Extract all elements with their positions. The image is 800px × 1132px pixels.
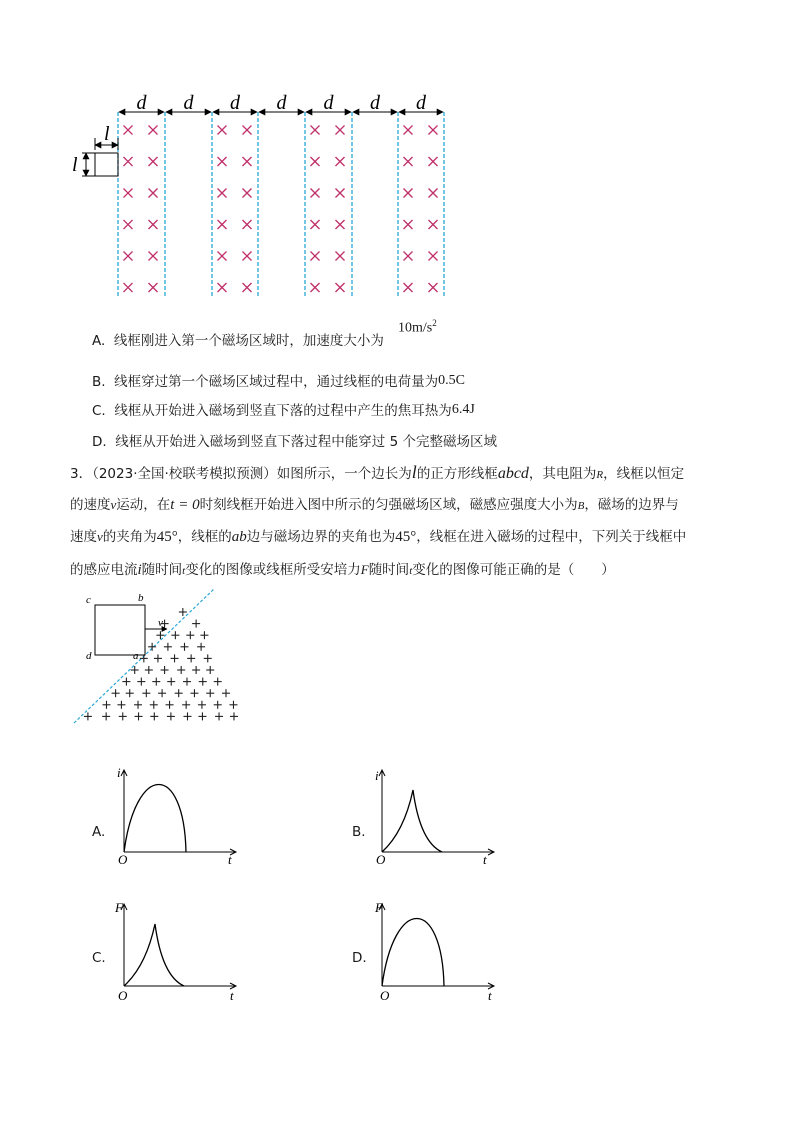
option-c: [92, 400, 475, 421]
field-plus-sign: [158, 689, 166, 697]
d-label: d: [416, 92, 426, 114]
field-plus-sign: [167, 712, 175, 720]
field-into-page-cross: [336, 220, 345, 229]
corner-a-label: a: [133, 650, 139, 662]
field-into-page-cross: [336, 157, 345, 166]
field-into-page-cross: [218, 252, 227, 261]
field-plus-sign: [119, 712, 127, 720]
graph-c-curve: [124, 924, 184, 986]
option-c-text: 线框从开始进入磁场到竖直下落的过程中产生的焦耳热为: [114, 403, 452, 419]
field-into-page-cross: [429, 126, 438, 135]
field-plus-sign: [117, 701, 125, 709]
field-plus-sign: [134, 701, 142, 709]
field-into-page-cross: [404, 157, 413, 166]
field-plus-sign: [179, 608, 187, 616]
field-into-page-cross: [243, 220, 252, 229]
field-plus-sign: [126, 689, 134, 697]
field-plus-sign: [187, 654, 195, 662]
field-into-page-cross: [336, 189, 345, 198]
figure-magnetic-strips: [0, 0, 800, 310]
graph-c-ylabel: F: [115, 900, 123, 915]
field-plus-sign: [148, 643, 156, 651]
graph-b-origin: O: [376, 852, 386, 867]
field-into-page-cross: [336, 126, 345, 135]
field-into-page-cross: [429, 189, 438, 198]
field-plus-sign: [222, 689, 230, 697]
l-label-vertical: l: [72, 154, 78, 176]
field-plus-sign: [142, 689, 150, 697]
field-into-page-cross: [336, 252, 345, 261]
corner-b-label: b: [138, 592, 144, 604]
field-plus-sign: [102, 701, 110, 709]
field-plus-sign: [154, 654, 162, 662]
q3-source: （2023·全国·校联考模拟预测）: [92, 466, 277, 482]
field-plus-sign: [186, 631, 194, 639]
field-plus-sign: [161, 666, 169, 674]
option-b-value: 0.5C: [438, 373, 465, 388]
option-c-letter: C.: [92, 403, 106, 419]
q3-line-1: 3．（2023·全国·校联考模拟预测）如图所示，一个边长为l的正方形线框abcd，其电阻为R，线框以恒定: [70, 462, 685, 482]
graph-a: [110, 760, 250, 870]
graph-b: [368, 760, 508, 870]
field-into-page-cross: [149, 252, 158, 261]
field-into-page-cross: [311, 189, 320, 198]
field-plus-sign: [197, 643, 205, 651]
field-into-page-cross: [311, 252, 320, 261]
l-label-horizontal: l: [104, 123, 110, 145]
graph-d-letter: D.: [352, 950, 367, 966]
field-into-page-cross: [311, 220, 320, 229]
option-c-value: 6.4J: [451, 402, 475, 417]
field-plus-sign: [177, 666, 185, 674]
field-plus-sign: [204, 654, 212, 662]
field-plus-sign: [190, 689, 198, 697]
field-into-page-cross: [243, 157, 252, 166]
field-plus-sign: [150, 712, 158, 720]
field-into-page-cross: [149, 157, 158, 166]
field-plus-sign: [171, 654, 179, 662]
field-plus-sign: [167, 678, 175, 686]
field-into-page-cross: [149, 126, 158, 135]
field-plus-sign: [166, 701, 174, 709]
graph-b-ylabel: i: [375, 768, 379, 783]
field-into-page-cross: [218, 220, 227, 229]
field-into-page-cross: [429, 220, 438, 229]
option-b: [92, 371, 465, 392]
x-axis: [382, 983, 494, 989]
d-label: d: [136, 92, 147, 114]
field-plus-sign: [206, 666, 214, 674]
field-into-page-cross: [429, 157, 438, 166]
option-b-text: 线框穿过第一个磁场区域过程中，通过线框的电荷量为: [114, 374, 439, 390]
field-plus-sign: [215, 712, 223, 720]
field-into-page-cross: [336, 283, 345, 292]
graph-d-xlabel: t: [488, 988, 492, 1003]
field-into-page-cross: [218, 157, 227, 166]
field-plus-sign: [84, 712, 92, 720]
graph-d-curve: [382, 919, 444, 987]
field-into-page-cross: [311, 126, 320, 135]
field-plus-sign: [199, 678, 207, 686]
option-b-letter: B.: [92, 374, 106, 390]
field-plus-sign: [164, 643, 172, 651]
field-into-page-cross: [404, 189, 413, 198]
graph-b-curve: [382, 790, 442, 852]
field-plus-sign: [137, 678, 145, 686]
field-plus-sign: [192, 620, 200, 628]
field-into-page-cross: [149, 220, 158, 229]
q3-line-4: 的感应电流i随时间t变化的图像或线框所受安培力F随时间t变化的图像可能正确的是（ ）: [70, 562, 615, 578]
graph-b-xlabel: t: [483, 852, 487, 867]
figure-diagonal-field: [60, 585, 240, 735]
field-plus-sign: [156, 631, 164, 639]
option-a: [92, 331, 384, 351]
q3-line-3: 速度v的夹角为45°，线框的ab边与磁场边界的夹角也为45°，线框在进入磁场的过程中，下列关于线框中: [70, 529, 687, 545]
field-plus-sign: [175, 689, 183, 697]
field-plus-sign: [229, 701, 237, 709]
x-axis: [124, 849, 236, 855]
field-plus-sign: [214, 678, 222, 686]
d-label: d: [276, 92, 287, 114]
graph-a-origin: O: [118, 852, 128, 867]
field-into-page-cross: [124, 283, 133, 292]
field-into-page-cross: [218, 189, 227, 198]
field-plus-sign: [140, 654, 148, 662]
field-into-page-cross: [311, 283, 320, 292]
graph-c: [110, 894, 250, 1004]
field-into-page-cross: [218, 283, 227, 292]
field-into-page-cross: [124, 220, 133, 229]
graph-c-xlabel: t: [230, 988, 234, 1003]
field-into-page-cross: [429, 252, 438, 261]
velocity-label: v: [158, 617, 163, 629]
option-a-text: 线框刚进入第一个磁场区域时，加速度大小为: [113, 333, 384, 349]
graph-a-ylabel: i: [117, 765, 121, 780]
option-d: [92, 432, 497, 452]
coil-square: [95, 153, 118, 176]
q3-line-2: 的速度v运动，在t = 0时刻线框开始进入图中所示的匀强磁场区域，磁感应强度大小为B，磁场的边界与: [70, 497, 679, 513]
d-label: d: [230, 92, 240, 114]
field-plus-sign: [171, 631, 179, 639]
field-into-page-cross: [404, 220, 413, 229]
graph-b-letter: B.: [352, 824, 366, 840]
field-plus-sign: [198, 712, 206, 720]
field-plus-sign: [184, 712, 192, 720]
field-plus-sign: [181, 643, 189, 651]
field-into-page-cross: [124, 157, 133, 166]
field-into-page-cross: [429, 283, 438, 292]
field-into-page-cross: [404, 126, 413, 135]
field-plus-sign: [135, 712, 143, 720]
field-plus-sign: [200, 631, 208, 639]
graph-a-curve: [124, 785, 186, 853]
field-plus-sign: [150, 701, 158, 709]
field-into-page-cross: [124, 252, 133, 261]
field-plus-sign: [192, 666, 200, 674]
option-a-value: $10m/s^2$: [398, 318, 437, 336]
field-plus-sign: [112, 689, 120, 697]
d-label: d: [183, 92, 194, 114]
y-axis: [379, 770, 385, 852]
field-plus-sign: [214, 701, 222, 709]
field-into-page-cross: [149, 189, 158, 198]
graph-d-ylabel: F: [375, 900, 383, 915]
field-plus-sign: [145, 666, 153, 674]
field-into-page-cross: [404, 252, 413, 261]
option-d-letter: D.: [92, 434, 107, 450]
corner-d-label: d: [86, 650, 92, 662]
d-label: d: [370, 92, 380, 114]
field-into-page-cross: [218, 126, 227, 135]
option-a-letter: A.: [92, 333, 106, 349]
q3-number: 3．: [70, 466, 93, 482]
corner-c-label: c: [86, 594, 91, 606]
field-plus-sign: [102, 712, 110, 720]
field-plus-sign: [152, 678, 160, 686]
field-plus-sign: [198, 701, 206, 709]
field-plus-sign: [183, 678, 191, 686]
graph-a-xlabel: t: [228, 852, 232, 867]
graph-d-origin: O: [380, 988, 390, 1003]
y-axis: [121, 904, 127, 986]
field-into-page-cross: [243, 252, 252, 261]
graph-c-letter: C.: [92, 950, 106, 966]
field-plus-sign: [182, 701, 190, 709]
field-into-page-cross: [243, 126, 252, 135]
graph-c-origin: O: [118, 988, 128, 1003]
field-into-page-cross: [124, 126, 133, 135]
option-d-text: 线框从开始进入磁场到竖直下落过程中能穿过 5 个完整磁场区域: [115, 434, 497, 450]
field-into-page-cross: [243, 283, 252, 292]
field-into-page-cross: [311, 157, 320, 166]
field-into-page-cross: [404, 283, 413, 292]
field-plus-sign: [122, 678, 130, 686]
field-plus-sign: [230, 712, 238, 720]
graph-d: [368, 894, 508, 1004]
graph-a-letter: A.: [92, 824, 106, 840]
d-label: d: [323, 92, 334, 114]
field-into-page-cross: [124, 189, 133, 198]
field-plus-sign: [206, 689, 214, 697]
field-into-page-cross: [149, 283, 158, 292]
field-into-page-cross: [243, 189, 252, 198]
coil-abcd: [95, 605, 145, 655]
